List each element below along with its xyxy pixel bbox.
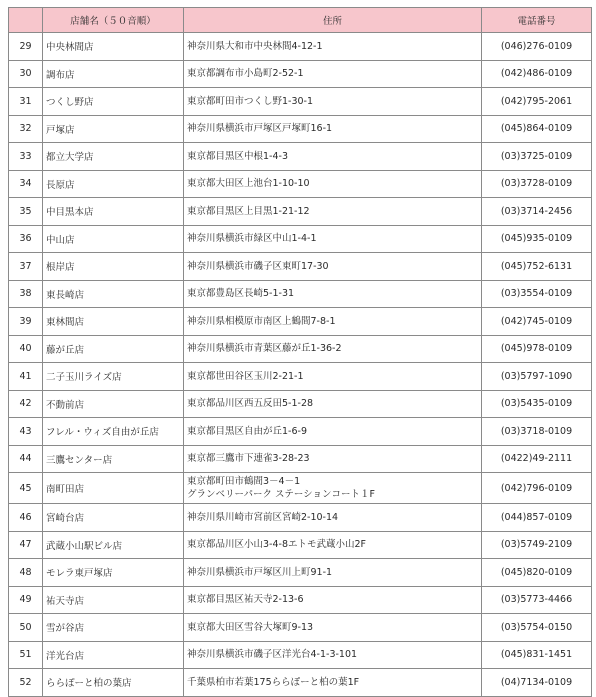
store-name: 中央林間店: [43, 33, 184, 61]
address-line: 東京都調布市小島町2-52-1: [187, 68, 304, 80]
address-line: 東京都世田谷区玉川2-21-1: [187, 370, 304, 382]
table-row: [9, 60, 592, 88]
store-phone: (03)5797-1090: [482, 363, 592, 391]
address-line: 神奈川県横浜市青葉区藤が丘1-36-2: [187, 343, 342, 355]
store-phone: (03)3725-0109: [482, 143, 592, 171]
table-row: [9, 198, 592, 226]
table-row: [9, 143, 592, 171]
store-name: 中目黒本店: [43, 198, 184, 226]
row-number: 33: [9, 143, 43, 171]
store-phone: (03)5749-2109: [482, 531, 592, 559]
store-address: [184, 363, 482, 391]
row-number: 43: [9, 418, 43, 446]
store-phone: (042)486-0109: [482, 60, 592, 88]
store-name: 宮崎台店: [43, 504, 184, 532]
header-number: [9, 8, 43, 33]
address-line: 東京都目黒区自由が丘1-6-9: [187, 425, 307, 437]
row-number: 42: [9, 390, 43, 418]
row-number: 50: [9, 614, 43, 642]
store-address: [184, 170, 482, 198]
store-phone: (045)752-6131: [482, 253, 592, 281]
store-phone: (045)820-0109: [482, 559, 592, 587]
row-number: 29: [9, 33, 43, 61]
store-name: 祐天寺店: [43, 586, 184, 614]
address-line: 神奈川県横浜市磯子区洋光台4-1-3-101: [187, 649, 358, 661]
row-number: 45: [9, 473, 43, 504]
store-address: [184, 669, 482, 697]
store-phone: (03)5773-4466: [482, 586, 592, 614]
store-address: [184, 586, 482, 614]
table-row: [9, 559, 592, 587]
store-address: [184, 225, 482, 253]
address-line: 東京都町田市鶴間3－4－1: [187, 476, 301, 487]
store-name: 不動前店: [43, 390, 184, 418]
address-line: 神奈川県横浜市戸塚区川上町91-1: [187, 566, 333, 578]
store-phone: (04)7134-0109: [482, 669, 592, 697]
store-address: [184, 559, 482, 587]
store-address: [184, 335, 482, 363]
store-phone: (03)3554-0109: [482, 280, 592, 308]
row-number: 48: [9, 559, 43, 587]
store-phone: (045)864-0109: [482, 115, 592, 143]
store-address: [184, 418, 482, 446]
table-row: [9, 445, 592, 473]
store-name: 南町田店: [43, 473, 184, 504]
store-phone: (045)978-0109: [482, 335, 592, 363]
store-phone: (045)831-1451: [482, 641, 592, 669]
store-name: 武蔵小山駅ビル店: [43, 531, 184, 559]
store-name: 藤が丘店: [43, 335, 184, 363]
address-line: 東京都大田区雪谷大塚町9-13: [187, 621, 314, 633]
store-address: [184, 198, 482, 226]
table-row: [9, 586, 592, 614]
table-row: [9, 418, 592, 446]
row-number: 32: [9, 115, 43, 143]
table-header-row: [9, 8, 592, 33]
store-address: [184, 614, 482, 642]
store-address: [184, 641, 482, 669]
store-name: 調布店: [43, 60, 184, 88]
table-row: [9, 363, 592, 391]
store-phone: (044)857-0109: [482, 504, 592, 532]
table-row: [9, 669, 592, 697]
store-phone: (042)745-0109: [482, 308, 592, 336]
table-row: [9, 504, 592, 532]
header-store-name: 店舗名（５０音順）: [43, 8, 184, 33]
address-line: 東京都大田区上池台1-10-10: [187, 178, 310, 190]
row-number: 30: [9, 60, 43, 88]
table-row: [9, 88, 592, 116]
store-phone: (046)276-0109: [482, 33, 592, 61]
table-row: [9, 115, 592, 143]
store-name: 東長崎店: [43, 280, 184, 308]
address-line: 神奈川県大和市中央林間4-12-1: [187, 40, 323, 52]
store-table-container: [8, 7, 592, 697]
store-address: [184, 390, 482, 418]
store-address: [184, 308, 482, 336]
store-address: [184, 88, 482, 116]
table-row: [9, 614, 592, 642]
store-address: [184, 115, 482, 143]
address-line: 東京都品川区西五反田5-1-28: [187, 398, 314, 410]
address-line: 神奈川県横浜市緑区中山1-4-1: [187, 233, 317, 245]
row-number: 41: [9, 363, 43, 391]
address-line: 東京都目黒区祐天寺2-13-6: [187, 594, 304, 606]
table-row: [9, 225, 592, 253]
address-line: 東京都品川区小山3-4-8エトモ武蔵小山2F: [187, 539, 366, 551]
row-number: 36: [9, 225, 43, 253]
store-address: [184, 473, 482, 504]
row-number: 35: [9, 198, 43, 226]
store-address: [184, 60, 482, 88]
address-line: 千葉県柏市若葉175ららぽーと柏の葉1F: [187, 676, 360, 688]
store-phone: (045)935-0109: [482, 225, 592, 253]
store-phone: (042)795-2061: [482, 88, 592, 116]
store-name: 中山店: [43, 225, 184, 253]
row-number: 40: [9, 335, 43, 363]
table-row: [9, 641, 592, 669]
store-name: 根岸店: [43, 253, 184, 281]
store-name: 長原店: [43, 170, 184, 198]
row-number: 47: [9, 531, 43, 559]
store-name: ららぽーと柏の葉店: [43, 669, 184, 697]
store-name: 洋光台店: [43, 641, 184, 669]
row-number: 31: [9, 88, 43, 116]
row-number: 39: [9, 308, 43, 336]
store-address: [184, 33, 482, 61]
table-row: [9, 280, 592, 308]
store-phone: (03)3718-0109: [482, 418, 592, 446]
address-line: 東京都目黒区中根1-4-3: [187, 150, 288, 162]
row-number: 38: [9, 280, 43, 308]
row-number: 44: [9, 445, 43, 473]
store-name: モレラ東戸塚店: [43, 559, 184, 587]
table-body: [9, 33, 592, 697]
store-address: [184, 445, 482, 473]
store-name: 東林間店: [43, 308, 184, 336]
store-phone: (042)796-0109: [482, 473, 592, 504]
address-line: 東京都豊島区長崎5-1-31: [187, 288, 295, 300]
row-number: 34: [9, 170, 43, 198]
table-row: [9, 335, 592, 363]
table-row: [9, 531, 592, 559]
store-name: つくし野店: [43, 88, 184, 116]
store-address: [184, 280, 482, 308]
address-line: 神奈川県川崎市宮前区宮崎2-10-14: [187, 511, 339, 523]
store-phone: (03)3714-2456: [482, 198, 592, 226]
store-phone: (0422)49-2111: [482, 445, 592, 473]
address-line: 神奈川県横浜市戸塚区戸塚町16-1: [187, 123, 333, 135]
store-phone: (03)3728-0109: [482, 170, 592, 198]
row-number: 52: [9, 669, 43, 697]
store-address: [184, 143, 482, 171]
store-name: 三鷹センター店: [43, 445, 184, 473]
store-name: フレル・ウィズ自由が丘店: [43, 418, 184, 446]
row-number: 37: [9, 253, 43, 281]
store-address: [184, 531, 482, 559]
address-line: グランベリーパーク ステーションコート１F: [187, 489, 375, 500]
row-number: 51: [9, 641, 43, 669]
store-name: 戸塚店: [43, 115, 184, 143]
table-row: [9, 253, 592, 281]
table-row: [9, 170, 592, 198]
table-row: [9, 33, 592, 61]
row-number: 49: [9, 586, 43, 614]
store-name: 二子玉川ライズ店: [43, 363, 184, 391]
table-row: [9, 473, 592, 504]
table-row: [9, 390, 592, 418]
store-address: [184, 504, 482, 532]
address-line: 神奈川県相模原市南区上鶴間7-8-1: [187, 315, 336, 327]
address-line: 神奈川県横浜市磯子区東町17-30: [187, 260, 329, 272]
store-address: [184, 253, 482, 281]
address-line: 東京都三鷹市下連雀3-28-23: [187, 453, 310, 465]
table-row: [9, 308, 592, 336]
header-phone: 電話番号: [482, 8, 592, 33]
address-line: 東京都町田市つくし野1-30-1: [187, 95, 314, 107]
row-number: 46: [9, 504, 43, 532]
store-table: [8, 7, 592, 697]
address-line: 東京都目黒区上目黒1-21-12: [187, 205, 310, 217]
store-phone: (03)5754-0150: [482, 614, 592, 642]
store-phone: (03)5435-0109: [482, 390, 592, 418]
store-name: 都立大学店: [43, 143, 184, 171]
header-address: 住所: [184, 8, 482, 33]
store-name: 雪が谷店: [43, 614, 184, 642]
